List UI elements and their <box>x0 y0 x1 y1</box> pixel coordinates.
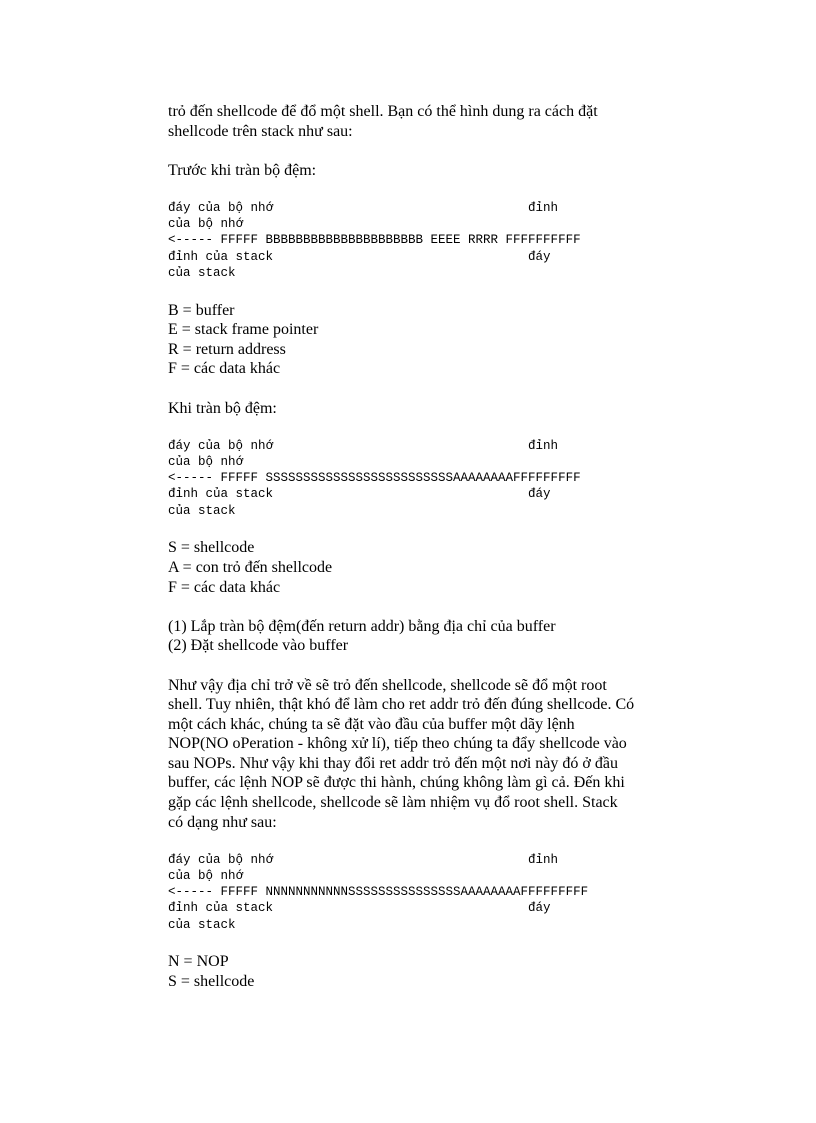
steps-list: (1) Lắp tràn bộ đệm(đến return addr) bằng địa chỉ của buffer (2) Đặt shellcode vào buffer <box>168 617 556 655</box>
before-overflow-heading: Trước khi tràn bộ đệm: <box>168 161 317 179</box>
explanation-paragraph: Như vậy địa chỉ trở về sẽ trỏ đến shellcode, shellcode sẽ đổ một root shell. Tuy nhiên, thật khó để làm cho ret addr trỏ đến đúng shellcode. Có một cách khác, chúng ta sẽ đặt vào đầu của buffer một dãy lệnh NOP(NO oPeration - không xử lí), tiếp theo chúng ta đẩy shellcode vào sau NOPs. Như vậy khi thay đổi ret addr trỏ đến một nơi này đó ở đầu buffer, các lệnh NOP sẽ được thi hành, chúng không làm gì cả. Đến khi gặp các lệnh shellcode, shellcode sẽ làm nhiệm vụ đổ root shell. Stack có dạng như sau: <box>168 676 635 831</box>
intro-paragraph: trỏ đến shellcode để đổ một shell. Bạn có thể hình dung ra cách đặt shellcode trên stack như sau: <box>168 103 598 140</box>
during-overflow-heading: Khi tràn bộ đệm: <box>168 399 277 417</box>
stack-diagram-before: đáy của bộ nhớ đỉnh của bộ nhớ <----- FFFFF BBBBBBBBBBBBBBBBBBBBB EEEE RRRR FFFFFFFFFF đỉnh của stack đáy của stack <box>168 200 581 280</box>
legend-overflow: S = shellcode A = con trỏ đến shellcode F = các data khác <box>168 539 333 596</box>
stack-diagram-nop: đáy của bộ nhớ đỉnh của bộ nhớ <----- FFFFF NNNNNNNNNNNSSSSSSSSSSSSSSSAAAAAAAAFFFFFFFFF đỉnh của stack đáy của stack <box>168 852 589 932</box>
stack-diagram-overflow: đáy của bộ nhớ đỉnh của bộ nhớ <----- FFFFF SSSSSSSSSSSSSSSSSSSSSSSSSAAAAAAAAFFFFFFFFF đỉnh của stack đáy của stack <box>168 438 581 518</box>
legend-nop: N = NOP S = shellcode <box>168 953 255 991</box>
document-page <box>168 102 648 992</box>
legend-before: B = buffer E = stack frame pointer R = return address F = các data khác <box>168 301 319 378</box>
